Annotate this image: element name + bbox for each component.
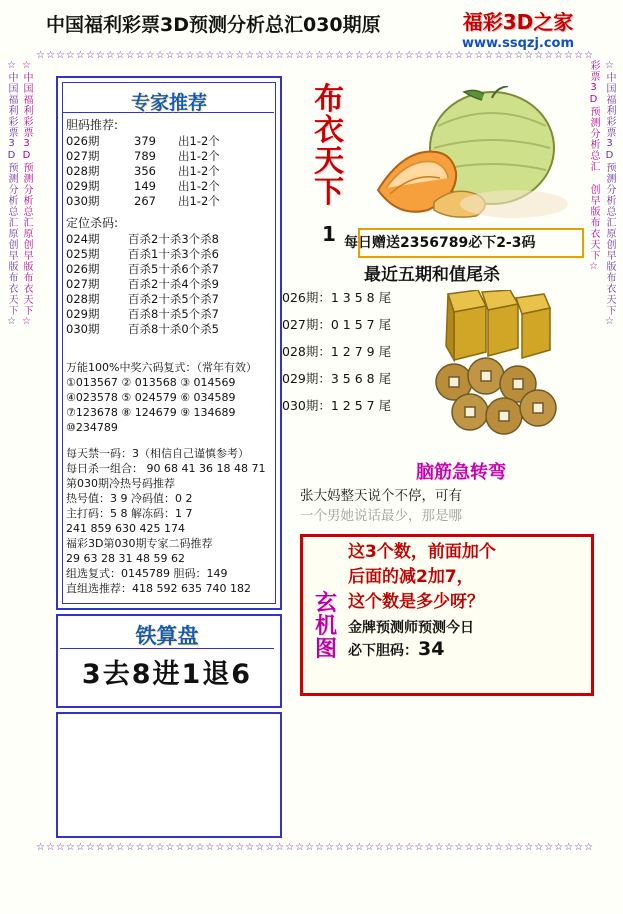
tiesuanpan-divider [60,648,274,649]
tail-period: 029期 [282,371,319,386]
row-out: 出1-2个 [178,164,220,178]
xuanji-line-2: 后面的减2加7， [348,567,474,587]
expert-panel-title: 专家推荐 [130,92,207,114]
dingwei-header: 定位杀码: [66,216,119,230]
tail-period: 027期 [282,317,319,332]
brain-line-1: 张大妈整天说个不停，可有 [300,488,462,504]
tail-value: 1 2 5 7 尾 [330,398,392,413]
row-text: 百杀8十杀0个杀5 [128,322,219,336]
brain-teaser-text [300,486,590,526]
tail-value: 1 3 5 8 尾 [330,290,392,305]
row-period: 030期 [66,322,100,336]
row-text: 百杀5十杀6个杀7 [128,262,219,276]
table-row [66,322,272,337]
decor-left-text-2: ☆中国福利彩票3D预测分析总汇原创早版布衣天下☆ [21,60,32,328]
tails-title: 最近五期和值尾杀 [364,265,500,285]
daily-kill-text: 每日杀一组合： 90 68 41 36 18 48 71 [66,462,266,475]
xuanji-foot-line-1: 金牌预测师预测今日 [348,620,474,636]
list-item: 028期：1 2 7 9 尾 [282,344,392,359]
row-period: 028期 [66,164,100,178]
row-nums: 267 [134,194,156,208]
decor-top-stars: ☆☆☆☆☆☆☆☆☆☆☆☆☆☆☆☆☆☆☆☆☆☆☆☆☆☆☆☆☆☆☆☆☆☆☆☆☆☆☆☆☆☆☆☆☆☆☆☆☆☆☆☆☆☆☆☆ [36,50,595,61]
xuanji-foot-value: 34 [418,638,445,660]
table-row [66,232,272,247]
logo-url-text: www.ssqzj.com [461,36,575,51]
table-row [66,134,272,149]
tail-period: 030期 [282,398,319,413]
decor-left-text: ☆中国福利彩票3D预测分析总汇原创早版布衣天下☆ [6,60,17,328]
list-item: 030期：1 2 5 7 尾 [282,398,392,413]
table-row [66,179,272,194]
wanneng-header: 万能100%中奖六码复式：（常年有效） [66,361,257,374]
table-row [66,262,272,277]
wanneng-row: ⑩234789 [66,421,118,434]
list-item: 027期：0 1 5 7 尾 [282,317,392,332]
row-period: 026期 [66,262,100,276]
decor-bottom-stars: ☆☆☆☆☆☆☆☆☆☆☆☆☆☆☆☆☆☆☆☆☆☆☆☆☆☆☆☆☆☆☆☆☆☆☆☆☆☆☆☆☆☆☆☆☆☆☆☆☆☆☆☆☆☆☆☆ [36,842,595,853]
wanneng-section [66,360,272,435]
tail-period: 028期 [282,344,319,359]
row-text: 百杀8十杀5个杀7 [128,307,219,321]
tiesuanpan-formula: 3去8进1退6 [81,659,253,690]
xuanji-footer [348,618,584,662]
xuanji-label: 玄机图 [314,591,337,662]
list-item: 026期：1 3 5 8 尾 [282,290,392,305]
table-row [66,247,272,262]
list-item: 029期：3 5 6 8 尾 [282,371,392,386]
weekly-ban-text: 每天禁一码：3（相信自己谨慎参考） [66,447,249,460]
wanneng-row: ⑦123678 ⑧ 124679 ⑨ 134689 [66,406,236,419]
site-logo[interactable] [443,6,593,51]
tiesuanpan-title: 铁算盘 [135,624,199,648]
xuanji-line-3: 这个数是多少呀？ [348,592,484,612]
row-out: 出1-2个 [178,134,220,148]
row-nums: 149 [134,179,156,193]
row-period: 027期 [66,277,100,291]
tail-value: 1 2 7 9 尾 [330,344,392,359]
main-number-list: 241 859 630 425 174 [66,522,185,535]
row-period: 027期 [66,149,100,163]
misc-section [66,446,272,596]
row-nums: 379 [134,134,156,148]
row-out: 出1-2个 [178,149,220,163]
main-kill-values: 主打码：5 8 解冻码：1 7 [66,507,193,520]
wanneng-row: ①013567 ② 013568 ③ 014569 [66,376,236,389]
row-text: 百杀2十杀3个杀8 [128,232,219,246]
tail-value: 0 1 5 7 尾 [330,317,392,332]
table-row [66,292,272,307]
row-period: 028期 [66,292,100,306]
gold-and-coins-illustration [420,290,580,440]
table-row [66,277,272,292]
table-row [66,194,272,209]
tail-period: 026期 [282,290,319,305]
danma-header: 胆码推荐: [66,118,119,132]
xuanji-foot-prefix: 必下胆码： [348,643,418,659]
row-out: 出1-2个 [178,179,220,193]
melon-illustration [364,86,576,226]
row-text: 百杀1十杀3个杀6 [128,247,219,261]
zuxuan-text: 组选复式：0145789 胆码：149 [66,567,228,580]
dingwei-section [66,216,272,337]
row-period: 025期 [66,247,100,261]
cold-hot-header: 第030期冷热号码推荐 [66,477,175,490]
row-nums: 356 [134,164,156,178]
buyi-marker: 1 [322,222,336,246]
hot-cold-values: 热号值：3 9 冷码值：0 2 [66,492,193,505]
row-nums: 789 [134,149,156,163]
danma-section [66,118,272,209]
gift-text: 每日赠送2356789必下2-3码 [344,235,536,251]
table-row [66,149,272,164]
two-code-header: 福彩3D第030期专家二码推荐 [66,537,213,550]
row-period: 024期 [66,232,100,246]
row-out: 出1-2个 [178,194,220,208]
row-period: 029期 [66,307,100,321]
row-period: 029期 [66,179,100,193]
brain-teaser-title: 脑筋急转弯 [416,462,506,483]
row-text: 百杀2十杀4个杀9 [128,277,219,291]
empty-panel [56,712,282,838]
row-period: 026期 [66,134,100,148]
xuanji-riddle [348,540,584,615]
page-title: 中国福利彩票3D预测分析总汇030期原 [46,14,381,36]
logo-main-text: 福彩3D之家 [462,10,574,34]
decor-right-text-2: 彩票3D预测分析总汇 创早版布衣天下☆ [588,60,599,273]
wanneng-row: ④023578 ⑤ 024579 ⑥ 034589 [66,391,236,404]
two-code-numbers: 29 63 28 31 48 59 62 [66,552,185,565]
zhizu-text: 直组选推荐：418 592 635 740 182 [66,582,251,595]
table-row [66,307,272,322]
tail-value: 3 5 6 8 尾 [330,371,392,386]
tails-list [282,284,432,419]
buyi-vertical-title: 布衣天下 [314,82,344,210]
xuanji-line-1: 这3个数，前面加个 [348,542,496,562]
decor-right-text: ☆中国福利彩票3D预测分析总汇原创早版布衣天下☆ [604,60,615,328]
row-text: 百杀2十杀5个杀7 [128,292,219,306]
table-row [66,164,272,179]
brain-line-2: 一个男她说话最少，那是哪 [300,508,462,524]
row-period: 030期 [66,194,100,208]
